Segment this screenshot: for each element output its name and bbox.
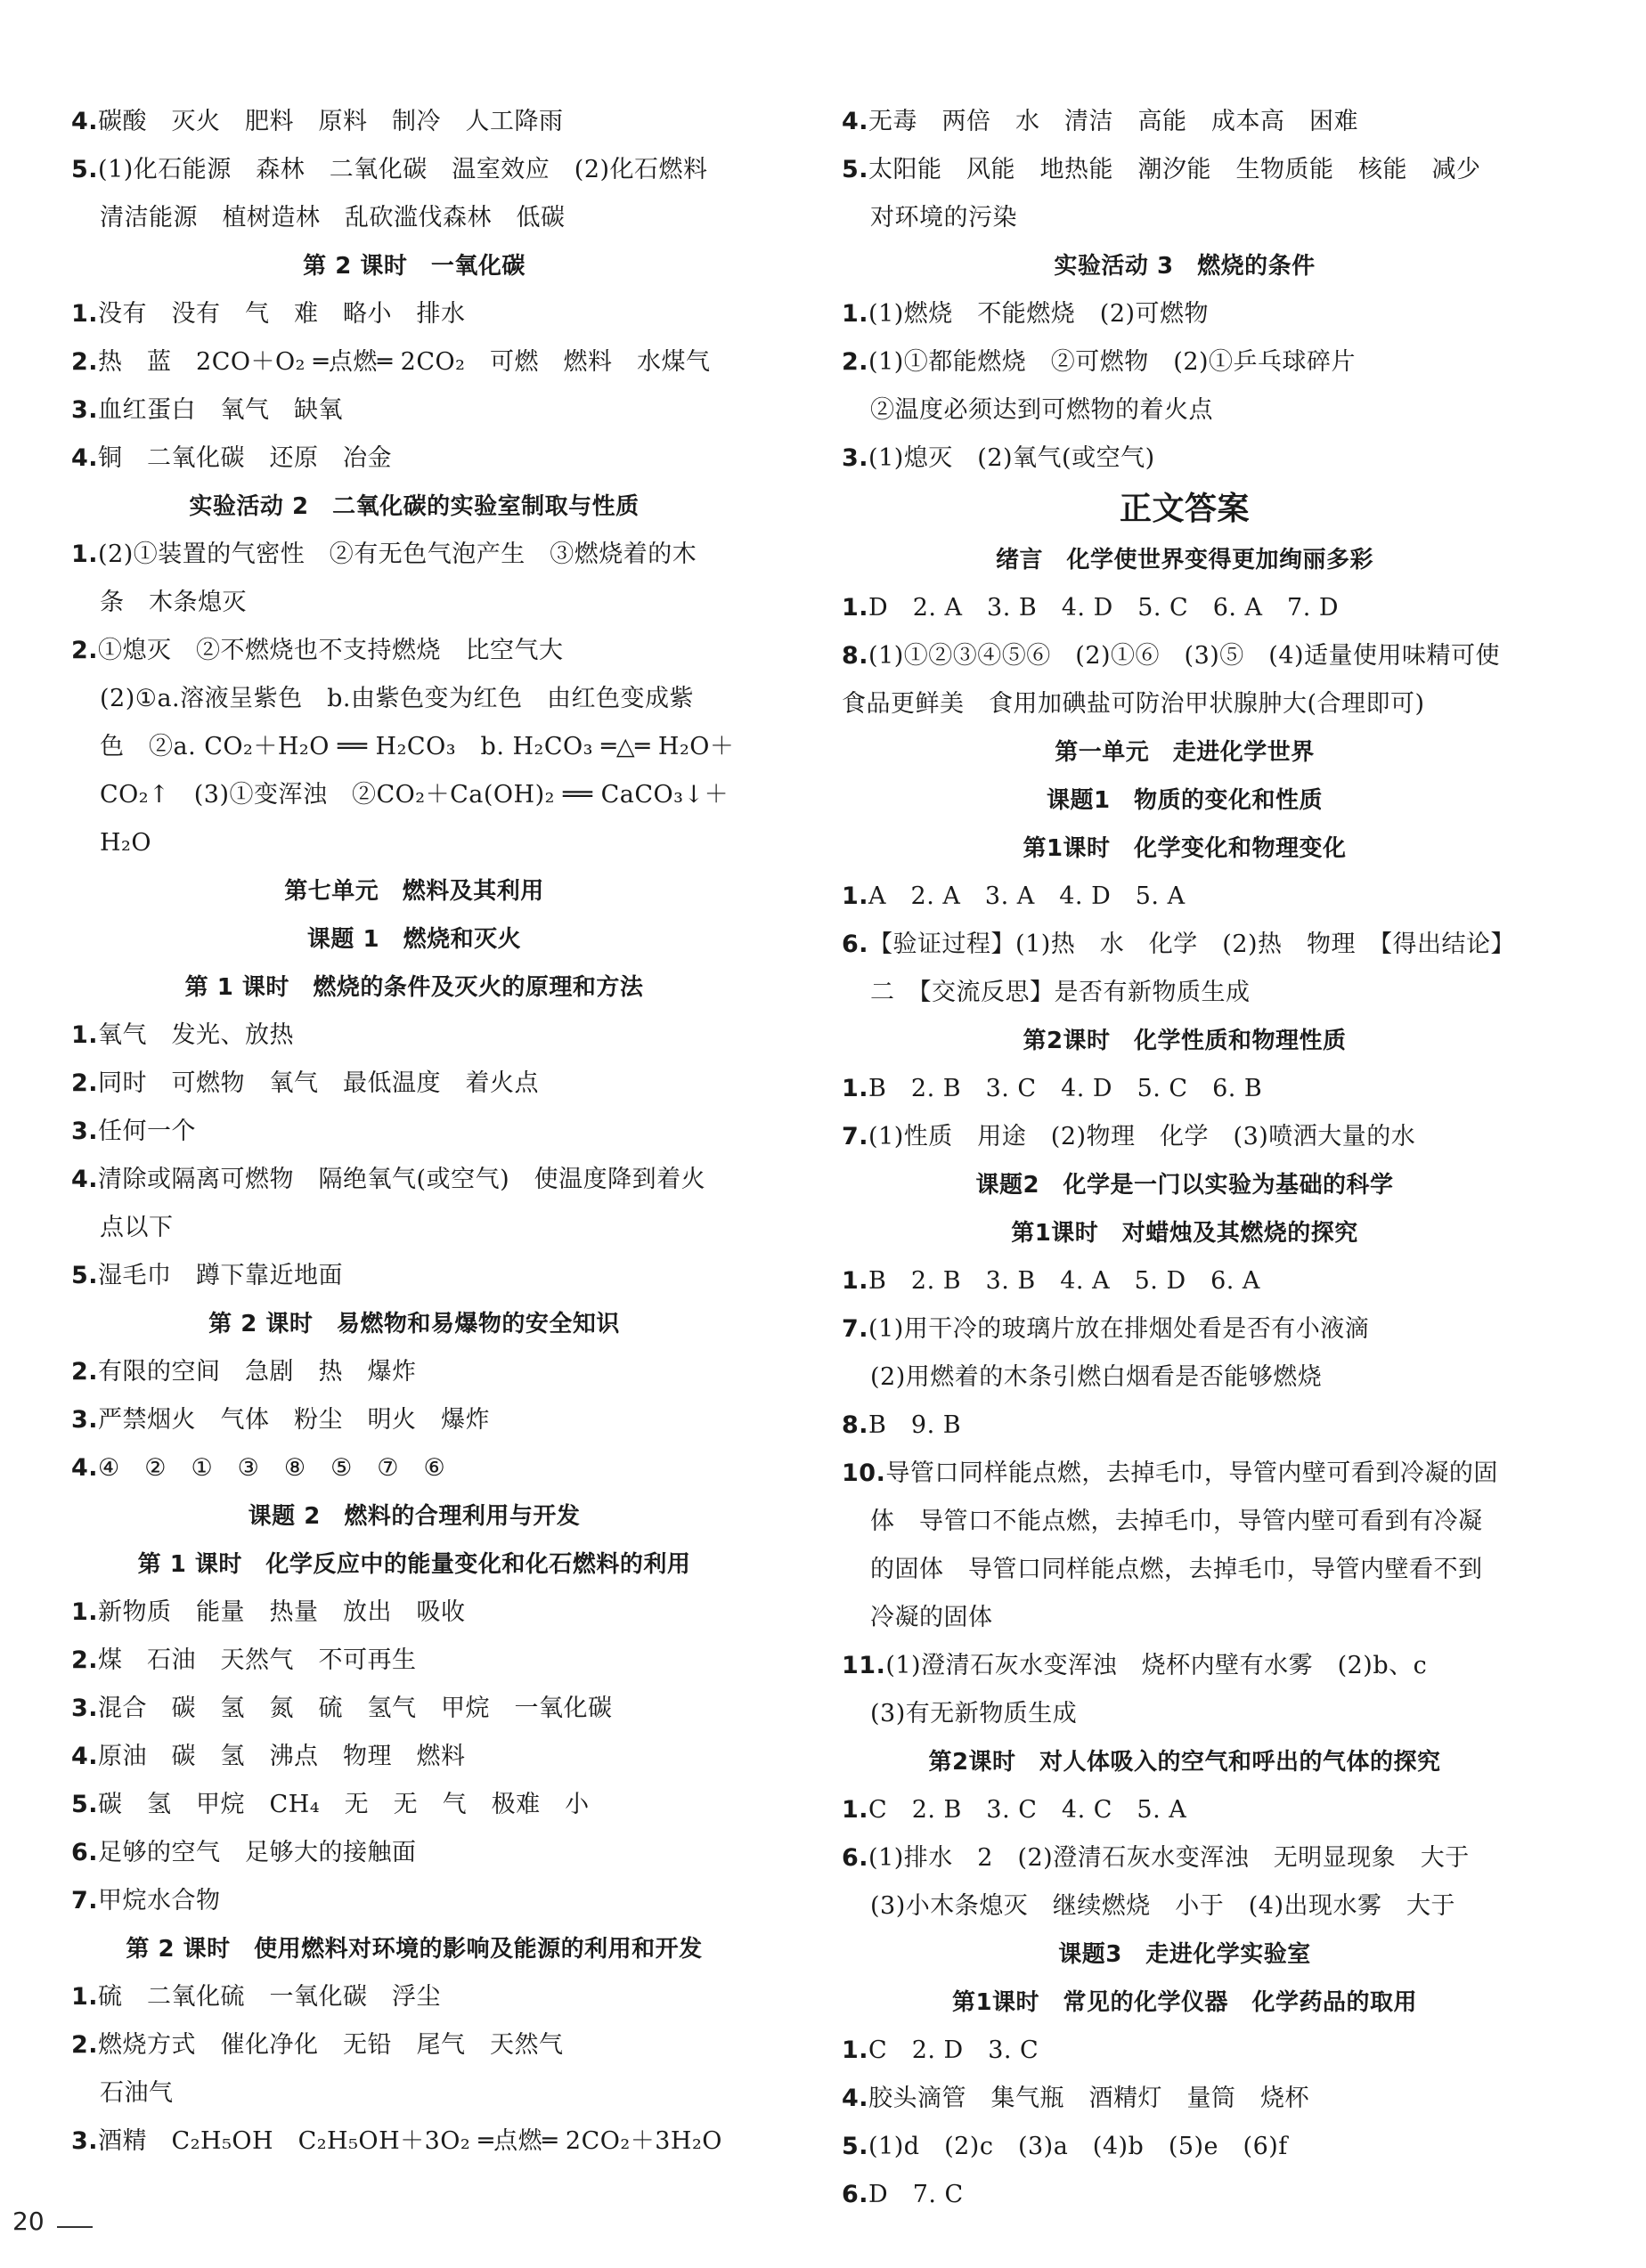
answer-line: [842, 1642, 1528, 1690]
answer-continuation: CO₂↑ (3)①变浑浊 ②CO₂＋Ca(OH)₂ ══ CaCO₃↓＋: [100, 781, 729, 809]
answer-text: 胶头滴管 集气瓶 酒精灯 量筒 烧杯: [868, 2085, 1310, 2112]
answer-text: (1)排水 2 (2)澄清石灰水变浑浊 无明显现象 大于: [868, 1844, 1470, 1872]
question-number: 2.: [71, 1069, 99, 1097]
answer-continuation: 条 木条熄灭: [100, 589, 247, 616]
answer-line: [71, 2118, 757, 2166]
question-number: 1.: [71, 541, 99, 568]
answer-continuation: 石油气: [100, 2079, 174, 2107]
answer-line: [842, 338, 1528, 386]
question-number: 1.: [842, 300, 869, 328]
answer-text: (1)性质 用途 (2)物理 化学 (3)喷洒大量的水: [868, 1123, 1416, 1150]
answer-text: 太阳能 风能 地热能 潮汐能 生物质能 核能 减少: [868, 156, 1481, 183]
answer-text: B 2. B 3. C 4. D 5. C 6. B: [868, 1075, 1263, 1102]
answer-line: [71, 531, 757, 579]
answer-line: [71, 435, 757, 483]
left-column: [71, 98, 757, 2166]
section-heading: 第一单元 走进化学世界: [1055, 739, 1315, 766]
answer-continuation: 清洁能源 植树造林 乱砍滥伐森林 低碳: [100, 204, 566, 232]
section-heading: 第 1 课时 化学反应中的能量变化和化石燃料的利用: [137, 1551, 691, 1578]
answer-line: [842, 290, 1528, 338]
answer-line: [71, 1444, 757, 1492]
question-number: 11.: [842, 1652, 886, 1679]
answer-line: [842, 2027, 1528, 2075]
answer-line: [71, 1781, 757, 1829]
answer-line: [71, 1012, 757, 1060]
section-heading: 第 2 课时 一氧化碳: [303, 253, 526, 280]
question-number: 7.: [842, 1123, 869, 1150]
answer-continuation: 色 ②a. CO₂＋H₂O ══ H₂CO₃ b. H₂CO₃ ═△═ H₂O＋: [100, 733, 735, 760]
answer-continuation: 食品更鲜美 食用加碘盐可防治甲状腺肿大(合理即可): [842, 690, 1425, 718]
answer-text: D 7. C: [868, 2181, 964, 2208]
answer-text: 新物质 能量 热量 放出 吸收: [98, 1598, 466, 1626]
section-heading: 第 2 课时 使用燃料对环境的影响及能源的利用和开发: [126, 1936, 703, 1963]
answer-continuation: (2)用燃着的木条引燃白烟看是否能够燃烧: [870, 1363, 1323, 1391]
answer-continuation: 二 【交流反思】是否有新物质生成: [870, 979, 1251, 1006]
answer-text: 【验证过程】(1)热 水 化学 (2)热 物理 【得出结论】: [868, 931, 1516, 958]
question-number: 1.: [842, 2036, 869, 2064]
answer-line: [842, 146, 1528, 194]
answer-line: [71, 290, 757, 338]
answer-continuation: 冷凝的固体: [870, 1604, 993, 1631]
answer-text: (1)燃烧 不能燃烧 (2)可燃物: [868, 300, 1210, 328]
answer-text: 燃烧方式 催化净化 无铅 尾气 天然气: [98, 2031, 564, 2059]
question-number: 3.: [71, 1118, 99, 1145]
answer-text: 清除或隔离可燃物 隔绝氧气(或空气) 使温度降到着火: [98, 1166, 706, 1193]
section-heading: 课题2 化学是一门以实验为基础的科学: [975, 1172, 1394, 1199]
question-number: 6.: [71, 1839, 99, 1866]
answer-line: [842, 98, 1528, 146]
answer-text: 原油 碳 氢 沸点 物理 燃料: [98, 1743, 466, 1770]
answer-continuation: 的固体 导管口同样能点燃，去掉毛巾，导管内壁看不到: [870, 1556, 1483, 1583]
question-number: 1.: [71, 1021, 99, 1049]
question-number: 1.: [71, 1598, 99, 1626]
answer-line: [842, 873, 1528, 921]
answer-line: [842, 1834, 1528, 1882]
answer-line: [71, 1685, 757, 1733]
answer-line: [842, 435, 1528, 483]
section-heading: 实验活动 2 二氧化碳的实验室制取与性质: [189, 493, 640, 520]
answer-line: [71, 338, 757, 386]
answer-text: 碳酸 灭火 肥料 原料 制冷 人工降雨: [98, 108, 564, 135]
answer-line: [71, 2021, 757, 2069]
section-heading: 第2课时 对人体吸入的空气和呼出的气体的探究: [928, 1749, 1441, 1776]
answer-text: 有限的空间 急剧 热 爆炸: [98, 1358, 417, 1386]
answer-line: [71, 1589, 757, 1637]
question-number: 6.: [842, 931, 869, 958]
answer-text: B 9. B: [868, 1411, 962, 1439]
answer-text: 湿毛巾 蹲下靠近地面: [98, 1262, 344, 1289]
answer-text: 氧气 发光、放热: [98, 1021, 295, 1049]
question-number: 4.: [71, 1454, 99, 1482]
question-number: 2.: [71, 637, 99, 664]
right-column: [842, 98, 1528, 2219]
question-number: 4.: [71, 108, 99, 135]
answer-line: [71, 1396, 757, 1444]
answer-text: 足够的空气 足够大的接触面: [98, 1839, 417, 1866]
answer-text: 硫 二氧化硫 一氧化碳 浮尘: [98, 1983, 442, 2011]
question-number: 5.: [71, 1791, 99, 1818]
answer-continuation: 对环境的污染: [870, 204, 1017, 232]
answer-text: ④ ② ① ③ ⑧ ⑤ ⑦ ⑥: [98, 1454, 446, 1482]
answer-text: (2)①装置的气密性 ②有无色气泡产生 ③燃烧着的木: [98, 541, 697, 568]
question-number: 4.: [71, 1743, 99, 1770]
answer-line: [71, 1733, 757, 1781]
question-number: 1.: [842, 882, 869, 910]
answer-line: [71, 1252, 757, 1300]
question-number: 3.: [71, 2127, 99, 2155]
question-number: 1.: [71, 300, 99, 328]
question-number: 1.: [842, 1075, 869, 1102]
answer-line: [842, 584, 1528, 632]
question-number: 2.: [71, 1646, 99, 1674]
answer-line: [842, 921, 1528, 969]
section-heading: 课题 2 燃料的合理利用与开发: [248, 1503, 581, 1530]
answer-continuation: 点以下: [100, 1214, 174, 1241]
section-heading: 第1课时 对蜡烛及其燃烧的探究: [1011, 1220, 1358, 1247]
question-number: 2.: [71, 348, 99, 376]
answer-text: C 2. B 3. C 4. C 5. A: [868, 1796, 1187, 1824]
question-number: 3.: [71, 1695, 99, 1722]
answer-text: C 2. D 3. C: [868, 2036, 1039, 2064]
answer-continuation: 体 导管口不能点燃，去掉毛巾，导管内壁可看到有冷凝: [870, 1508, 1483, 1535]
answer-text: 导管口同样能点燃，去掉毛巾，导管内壁可看到冷凝的固: [885, 1459, 1498, 1487]
question-number: 1.: [842, 1796, 869, 1824]
answer-line: [71, 386, 757, 435]
answer-text: A 2. A 3. A 4. D 5. A: [868, 882, 1186, 910]
answer-text: B 2. B 3. B 4. A 5. D 6. A: [868, 1267, 1260, 1295]
answer-text: 同时 可燃物 氧气 最低温度 着火点: [98, 1069, 540, 1097]
section-heading: 课题1 物质的变化和性质: [1046, 787, 1324, 814]
section-heading: 课题3 走进化学实验室: [1058, 1941, 1311, 1968]
question-number: 4.: [842, 108, 869, 135]
answer-continuation: (3)有无新物质生成: [870, 1700, 1078, 1727]
answer-line: [842, 2075, 1528, 2123]
section-heading: 第2课时 化学性质和物理性质: [1023, 1028, 1347, 1054]
main-section-title: 正文答案: [1119, 491, 1250, 527]
answer-text: 没有 没有 气 难 略小 排水: [98, 300, 466, 328]
section-heading: 第1课时 常见的化学仪器 化学药品的取用: [951, 1989, 1418, 2016]
answer-line: [71, 1156, 757, 1204]
answer-line: [71, 627, 757, 675]
section-heading: 课题 1 燃烧和灭火: [306, 926, 522, 953]
answer-line: [842, 2123, 1528, 2171]
answer-line: [71, 1877, 757, 1925]
answer-line: [842, 1065, 1528, 1113]
question-number: 5.: [71, 1262, 99, 1289]
answer-line: [842, 1402, 1528, 1450]
question-number: 6.: [842, 1844, 869, 1872]
answer-text: 严禁烟火 气体 粉尘 明火 爆炸: [98, 1406, 491, 1434]
section-heading: 绪言 化学使世界变得更加绚丽多彩: [995, 547, 1373, 573]
question-number: 1.: [842, 594, 869, 622]
page-number-dash: [57, 2226, 93, 2228]
section-heading: 第1课时 化学变化和物理变化: [1023, 835, 1347, 862]
answer-line: [842, 632, 1528, 680]
question-number: 7.: [842, 1315, 869, 1343]
answer-line: [842, 1305, 1528, 1353]
answer-continuation: H₂O: [100, 829, 152, 857]
question-number: 3.: [842, 444, 869, 472]
answer-line: [842, 1786, 1528, 1834]
answer-line: [71, 98, 757, 146]
question-number: 4.: [71, 1166, 99, 1193]
answer-line: [842, 2171, 1528, 2219]
section-heading: 实验活动 3 燃烧的条件: [1054, 253, 1316, 280]
question-number: 3.: [71, 396, 99, 424]
answer-line: [842, 1450, 1528, 1498]
question-number: 2.: [71, 1358, 99, 1386]
question-number: 5.: [71, 156, 99, 183]
answer-text: (1)用干冷的玻璃片放在排烟处看是否有小液滴: [868, 1315, 1370, 1343]
section-heading: 第 2 课时 易燃物和易爆物的安全知识: [208, 1311, 620, 1337]
answer-text: 铜 二氧化碳 还原 冶金: [98, 444, 393, 472]
answer-text: 甲烷水合物: [98, 1887, 221, 1914]
question-number: 1.: [71, 1983, 99, 2011]
answer-text: 混合 碳 氢 氮 硫 氢气 甲烷 一氧化碳: [98, 1695, 613, 1722]
answer-text: (1)d (2)c (3)a (4)b (5)e (6)f: [868, 2133, 1288, 2160]
answer-text: (1)①②③④⑤⑥ (2)①⑥ (3)⑤ (4)适量使用味精可使: [868, 642, 1501, 670]
answer-line: [842, 1113, 1528, 1161]
answer-text: (1)化石能源 森林 二氧化碳 温室效应 (2)化石燃料: [98, 156, 708, 183]
answer-continuation: (2)①a.溶液呈紫色 b.由紫色变为红色 由红色变成紫: [100, 685, 694, 712]
question-number: 2.: [842, 348, 869, 376]
answer-continuation: (3)小木条熄灭 继续燃烧 小于 (4)出现水雾 大于: [870, 1892, 1455, 1920]
question-number: 4.: [71, 444, 99, 472]
answer-line: [71, 1637, 757, 1685]
section-heading: 第七单元 燃料及其利用: [284, 878, 544, 905]
answer-text: 碳 氢 甲烷 CH₄ 无 无 气 极难 小: [98, 1791, 590, 1818]
question-number: 3.: [71, 1406, 99, 1434]
answer-text: (1)熄灭 (2)氧气(或空气): [868, 444, 1155, 472]
question-number: 8.: [842, 642, 869, 670]
answer-text: 热 蓝 2CO＋O₂ ═点燃═ 2CO₂ 可燃 燃料 水煤气: [98, 348, 711, 376]
answer-line: [71, 1108, 757, 1156]
answer-text: 煤 石油 天然气 不可再生: [98, 1646, 417, 1674]
answer-line: [71, 146, 757, 194]
question-number: 8.: [842, 1411, 869, 1439]
answer-text: (1)①都能燃烧 ②可燃物 (2)①乒乓球碎片: [868, 348, 1357, 376]
section-heading: 第 1 课时 燃烧的条件及灭火的原理和方法: [184, 974, 644, 1001]
question-number: 5.: [842, 2133, 869, 2160]
answer-line: [71, 1348, 757, 1396]
answer-text: (1)澄清石灰水变浑浊 烧杯内壁有水雾 (2)b、c: [885, 1652, 1428, 1679]
answer-line: [842, 1257, 1528, 1305]
answer-line: [71, 1829, 757, 1877]
answer-text: 酒精 C₂H₅OH C₂H₅OH＋3O₂ ═点燃═ 2CO₂＋3H₂O: [98, 2127, 722, 2155]
answer-text: D 2. A 3. B 4. D 5. C 6. A 7. D: [868, 594, 1340, 622]
answer-text: 无毒 两倍 水 清洁 高能 成本高 困难: [868, 108, 1359, 135]
question-number: 6.: [842, 2181, 869, 2208]
page-number: 20: [12, 2207, 45, 2236]
question-number: 5.: [842, 156, 869, 183]
answer-line: [71, 1060, 757, 1108]
question-number: 2.: [71, 2031, 99, 2059]
answer-text: ①熄灭 ②不燃烧也不支持燃烧 比空气大: [98, 637, 564, 664]
question-number: 1.: [842, 1267, 869, 1295]
answer-continuation: ②温度必须达到可燃物的着火点: [870, 396, 1213, 424]
answer-text: 任何一个: [98, 1118, 197, 1145]
question-number: 4.: [842, 2085, 869, 2112]
question-number: 10.: [842, 1459, 886, 1487]
question-number: 7.: [71, 1887, 99, 1914]
answer-text: 血红蛋白 氧气 缺氧: [98, 396, 344, 424]
answer-line: [71, 1973, 757, 2021]
